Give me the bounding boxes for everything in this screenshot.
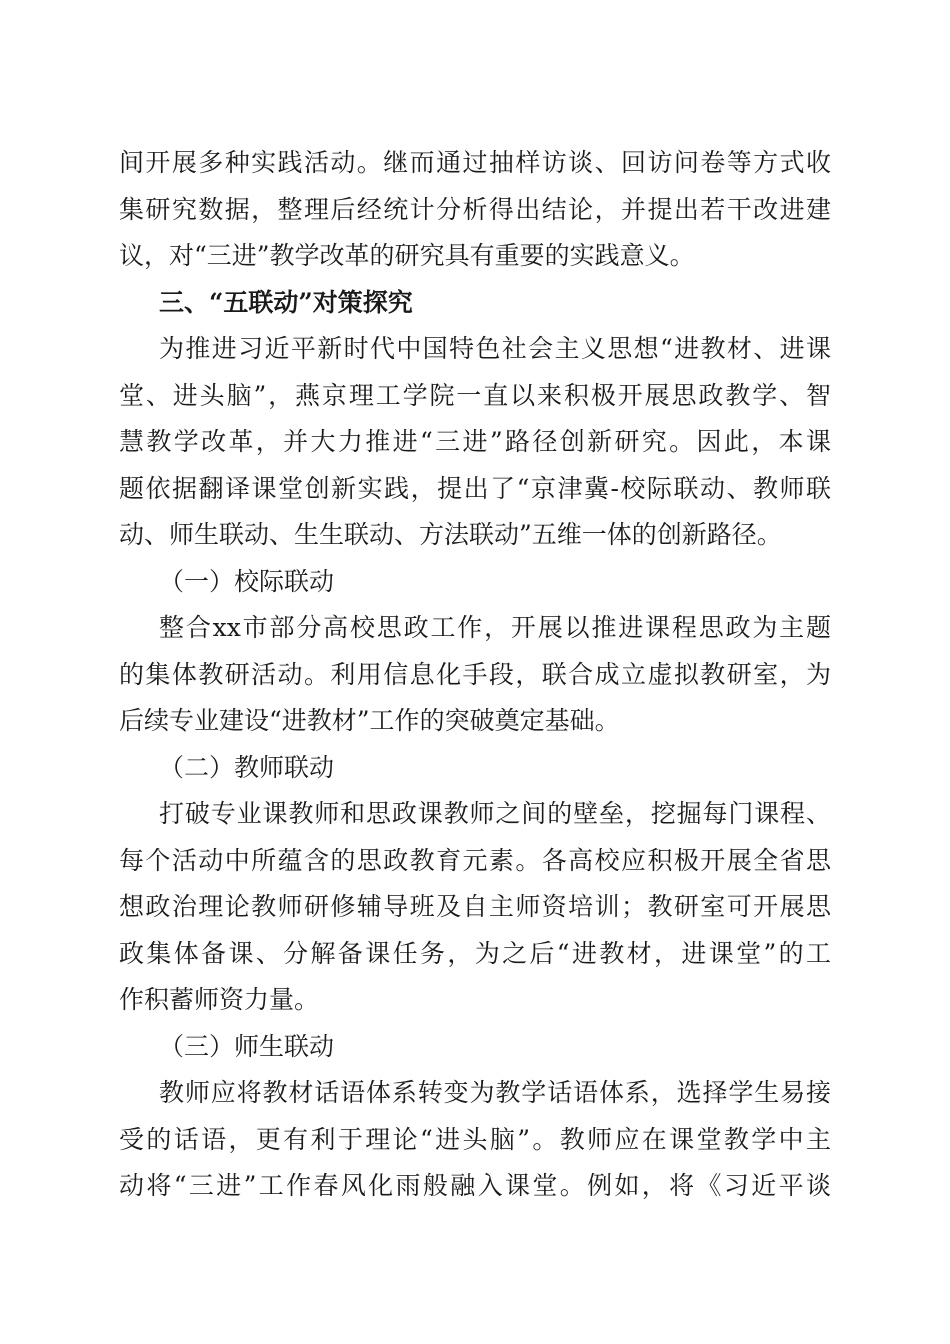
text-line: 间开展多种实践活动。继而通过抽样访谈、回访问卷等方式收 [119,148,831,177]
text-line: 每个活动中所蕴含的思政教育元素。各高校应积极开展全省思 [119,845,831,875]
text-line: 整合xx市部分高校思政工作，开展以推进课程思政为主题 [159,613,831,642]
text-line: 的集体教研活动。利用信息化手段，联合成立虚拟教研室，为 [119,659,831,689]
subsection-heading-1: （一）校际联动 [159,566,335,596]
text-line: 堂、进头脑”，燕京理工学院一直以来积极开展思政教学、智 [119,380,831,410]
paragraph-intro [119,140,831,280]
paragraph-sub1 [119,605,831,745]
subsection-heading-2: （二）教师联动 [159,752,335,782]
section-heading-3: 三、“五联动”对策探究 [159,287,413,317]
text-line: 作积蓄师资力量。 [119,985,320,1014]
text-line: 慧教学改革，并大力推进“三进”路径创新研究。因此，本课 [119,427,831,456]
text-line: 动将“三进”工作春风化雨般融入课堂。例如，将《习近平谈 [119,1171,831,1200]
text-line: 打破专业课教师和思政课教师之间的壁垒，挖掘每门课程、 [159,799,831,828]
text-line: 动、师生联动、生生联动、方法联动”五维一体的创新路径。 [119,520,782,549]
text-line: 为推进习近平新时代中国特色社会主义思想“进教材、进课 [159,334,831,363]
text-line: 议，对“三进”教学改革的研究具有重要的实践意义。 [119,241,695,270]
subsection-heading-3: （三）师生联动 [159,1031,335,1061]
text-line: 受的话语，更有利于理论“进头脑”。教师应在课堂教学中主 [119,1124,831,1154]
text-line: 政集体备课、分解备课任务，为之后“进教材，进课堂”的工 [119,938,831,968]
document-page [119,140,831,1210]
text-line: 后续专业建设“进教材”工作的突破奠定基础。 [119,706,620,735]
paragraph-sub2 [119,791,831,1024]
text-line: 题依据翻译课堂创新实践，提出了“京津冀-校际联动、教师联 [119,473,831,503]
paragraph-sub3 [119,1070,831,1210]
paragraph-section3 [119,326,831,559]
text-line: 想政治理论教师研修辅导班及自主师资培训；教研室可开展思 [119,892,831,921]
text-line: 教师应将教材话语体系转变为教学话语体系，选择学生易接 [159,1078,831,1107]
text-line: 集研究数据，整理后经统计分析得出结论，并提出若干改进建 [119,194,831,224]
